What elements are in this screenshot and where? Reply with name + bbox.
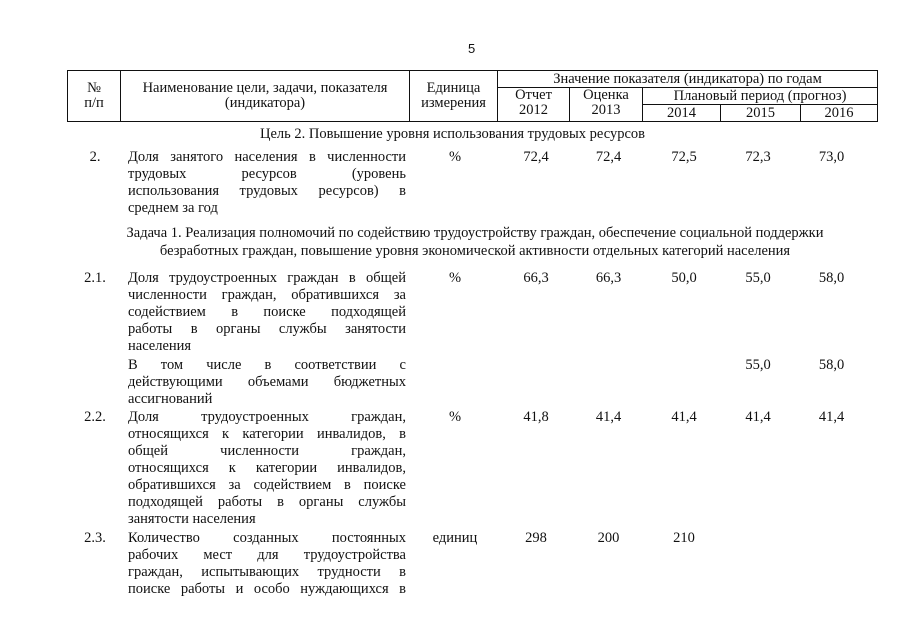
row-2-3-name-line: поиске работы и особо нуждающихся в bbox=[128, 581, 406, 597]
row-2-3-num: 2.3. bbox=[84, 530, 106, 546]
row-2-1-name-line: работы в органы службы занятости bbox=[128, 321, 406, 337]
row-2-1-num: 2.1. bbox=[84, 270, 106, 286]
row-2-2-name-line: относящихся к категории инвалидов, в bbox=[128, 426, 406, 442]
row-2-2-name-line: общей численности граждан, bbox=[128, 443, 406, 459]
row-2-3-name-line: рабочих мест для трудоустройства bbox=[128, 547, 406, 563]
row-2-2-value-2016: 41,4 bbox=[818, 409, 845, 425]
row-2-2-name-line: занятости населения bbox=[128, 511, 256, 527]
goal-2-heading: Цель 2. Повышение уровня использования трудовых ресурсов bbox=[259, 126, 645, 142]
row-2-2-value-2013: 41,4 bbox=[595, 409, 622, 425]
header-estimate-label: Оценка bbox=[583, 87, 629, 103]
page-number: 5 bbox=[468, 41, 476, 56]
row-2-1-name-line: содействием в поиске подходящей bbox=[128, 304, 406, 320]
row-2-2-name-line: подходящей работы в органы службы bbox=[128, 494, 406, 510]
header-values: Значение показателя (индикатора) по годам bbox=[498, 71, 878, 88]
row-2-unit: % bbox=[448, 149, 462, 165]
row-2-2-name-line: обратившихся за содействием в поиске bbox=[128, 477, 406, 493]
header-planned: Плановый период (прогноз) bbox=[643, 88, 878, 105]
row-2-num: 2. bbox=[89, 149, 101, 165]
row-2-3-unit: единиц bbox=[432, 530, 478, 546]
row-2-name-line: использования трудовых ресурсов) в bbox=[128, 183, 406, 199]
row-2-2-value-2012: 41,8 bbox=[523, 409, 549, 425]
row-2-1-name-line: численности граждан, обратившихся за bbox=[128, 287, 406, 303]
row-2-3-name-line: граждан, испытывающих трудности в bbox=[128, 564, 406, 580]
header-year-2013: 2013 bbox=[591, 102, 621, 118]
header-report-label: Отчет bbox=[515, 87, 552, 103]
row-2-2-value-2014: 41,4 bbox=[671, 409, 697, 425]
row-2-1-name-line: населения bbox=[128, 338, 192, 354]
row-2-1-sub-value-2016: 58,0 bbox=[818, 357, 845, 373]
row-2-3-name-line: Количество созданных постоянных bbox=[128, 530, 406, 546]
row-2-2-unit: % bbox=[448, 409, 462, 425]
row-2-1-unit: % bbox=[448, 270, 462, 286]
row-2-1-sub-name-line: В том числе в соответствии с bbox=[128, 357, 406, 373]
header-report bbox=[498, 88, 570, 122]
header-num: № п/п bbox=[68, 71, 121, 122]
table-header bbox=[67, 70, 878, 122]
row-2-name-line: трудовых ресурсов (уровень bbox=[128, 166, 406, 182]
row-2-2-name-line: Доля трудоустроенных граждан, bbox=[128, 409, 406, 425]
row-2-1-value-2016: 58,0 bbox=[818, 270, 845, 286]
header-name: Наименование цели, задачи, показателя (индикатора) bbox=[121, 71, 410, 122]
row-2-value-2013: 72,4 bbox=[595, 149, 622, 165]
row-2-name-line: Доля занятого населения в численности bbox=[128, 149, 406, 165]
row-2-value-2012: 72,4 bbox=[523, 149, 549, 165]
header-year-2014: 2014 bbox=[643, 105, 721, 122]
row-2-3-value-2012: 298 bbox=[525, 530, 547, 546]
row-2-3-value-2013: 200 bbox=[597, 530, 620, 546]
row-2-3-value-2014: 210 bbox=[673, 530, 695, 546]
row-2-2-value-2015: 41,4 bbox=[745, 409, 771, 425]
header-unit: Единица измерения bbox=[410, 71, 498, 122]
row-2-value-2014: 72,5 bbox=[671, 149, 697, 165]
row-2-2-name-line: относящихся к категории инвалидов, bbox=[128, 460, 406, 476]
header-estimate bbox=[570, 88, 643, 122]
row-2-1-value-2012: 66,3 bbox=[523, 270, 549, 286]
header-year-2016: 2016 bbox=[801, 105, 878, 122]
row-2-1-value-2015: 55,0 bbox=[745, 270, 771, 286]
row-2-name-line: среднем за год bbox=[128, 200, 218, 216]
task-1-heading: Задача 1. Реализация полномочий по содействию трудоустройству граждан, обеспечение социальной поддержки безработных граждан, повышение уровня экономической активности отдельных категорий населения bbox=[126, 225, 824, 259]
row-2-1-sub-name-line: действующими объемами бюджетных bbox=[128, 374, 406, 390]
row-2-1-value-2014: 50,0 bbox=[671, 270, 697, 286]
row-2-1-name-line: Доля трудоустроенных граждан в общей bbox=[128, 270, 406, 286]
header-year-2015: 2015 bbox=[721, 105, 801, 122]
row-2-1-sub-name-line: ассигнований bbox=[128, 391, 213, 407]
row-2-1-sub-value-2015: 55,0 bbox=[745, 357, 771, 373]
row-2-2-num: 2.2. bbox=[84, 409, 106, 425]
header-year-2012: 2012 bbox=[519, 102, 548, 118]
row-2-value-2015: 72,3 bbox=[745, 149, 771, 165]
row-2-1-value-2013: 66,3 bbox=[595, 270, 622, 286]
row-2-value-2016: 73,0 bbox=[818, 149, 845, 165]
